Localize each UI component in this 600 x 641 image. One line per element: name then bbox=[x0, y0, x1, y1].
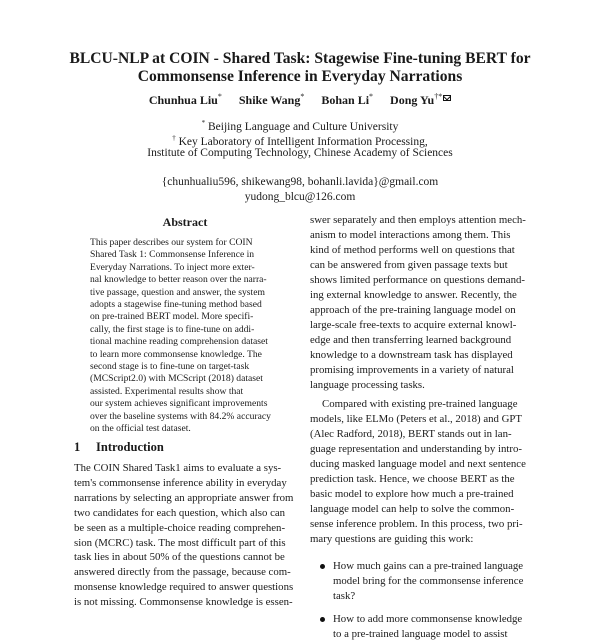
abstract-line: our system achieves significant improvements bbox=[90, 398, 268, 410]
body-line: edge and then transferring learned background bbox=[310, 334, 512, 346]
intro-line: narrations by selecting an appropriate answer from bbox=[74, 491, 294, 504]
body-line: ducing masked language model and next sentence bbox=[310, 458, 526, 470]
body-line: approach of the pre-training language model on bbox=[310, 304, 516, 316]
bullet-item-line: task? bbox=[333, 590, 356, 602]
bullet-item-line: How to add more commonsense knowledge bbox=[333, 613, 523, 625]
body-line: shows limited performance on questions demand- bbox=[310, 274, 525, 286]
body-line: kind of method performs well on questions that bbox=[310, 244, 515, 256]
bullet-icon bbox=[320, 564, 325, 569]
envelope-icon bbox=[443, 95, 451, 101]
body-line: can be answered from given passage texts but bbox=[310, 259, 508, 271]
section-heading-introduction bbox=[74, 440, 164, 455]
abstract-line: Everyday Narrations. To inject more exter- bbox=[90, 261, 255, 273]
abstract-line: to learn more commonsense knowledge. The bbox=[90, 348, 262, 360]
bullet-item-line: model bring for the commonsense inference bbox=[333, 575, 524, 587]
affiliation: † Key Laboratory of Intelligent Information Processing, bbox=[172, 134, 428, 148]
intro-line: be seen as a multiple-choice reading comprehen- bbox=[74, 521, 286, 534]
author-email: yudong_blcu@126.com bbox=[244, 191, 356, 203]
author: Shike Wang* bbox=[238, 92, 305, 107]
abstract-line: adopts a stagewise fine-tuning method based bbox=[90, 299, 262, 310]
body-line: swer separately and then employs attention mech- bbox=[310, 214, 526, 226]
body-line: language model can help to solve the common- bbox=[310, 503, 515, 515]
abstract-line: tional machine reading comprehension dataset bbox=[90, 336, 268, 348]
abstract-line: This paper describes our system for COIN bbox=[90, 237, 253, 248]
body-line: guage representation and understanding by intro- bbox=[310, 443, 522, 455]
intro-line: tem's commonsense inference ability in everyday bbox=[74, 476, 287, 489]
author: Chunhua Liu* bbox=[148, 92, 222, 107]
intro-line: sion (MCRC) task. The most difficult part of this bbox=[74, 536, 286, 549]
body-line: (Alec Radford, 2018), BERT stands out in lan- bbox=[310, 428, 512, 440]
paper-title-line-1: BLCU-NLP at COIN - Shared Task: Stagewise Fine-tuning BERT for bbox=[69, 50, 531, 67]
abstract-line: assisted. Experimental results show that bbox=[90, 385, 244, 397]
abstract-line: second stage is to fine-tune on target-task bbox=[90, 361, 250, 372]
section-title: Introduction bbox=[96, 440, 164, 454]
intro-line: The COIN Shared Task1 aims to evaluate a sys- bbox=[74, 462, 282, 474]
affiliation: Institute of Computing Technology, Chinese Academy of Sciences bbox=[147, 147, 453, 159]
body-line: knowledge to a downstream task has displayed bbox=[310, 349, 513, 361]
abstract-heading: Abstract bbox=[162, 215, 208, 229]
abstract-line: nal knowledge to better reason over the narra- bbox=[90, 274, 267, 286]
body-line: models, like ELMo (Peters et al., 2018) and GPT bbox=[310, 413, 522, 425]
abstract-line: Shared Task 1: Commonsense Inference in bbox=[90, 249, 255, 261]
abstract-line: over the baseline systems with 84.2% accuracy bbox=[90, 410, 271, 422]
paper-title-line-2: Commonsense Inference in Everyday Narrations bbox=[137, 68, 463, 85]
intro-line: two candidates for each question, which also can bbox=[74, 506, 286, 519]
author: Bohan Li* bbox=[321, 92, 374, 107]
body-line: basic model to explore how much a pre-trained bbox=[310, 488, 514, 500]
author-list bbox=[40, 89, 560, 108]
body-line: large-scale free-texts to acquire external knowl- bbox=[310, 319, 517, 331]
author: Dong Yu†* bbox=[390, 93, 451, 107]
bullet-item-line: How much gains can a pre-trained language bbox=[333, 560, 524, 572]
abstract-line: on pre-trained BERT model. More specifi- bbox=[90, 311, 254, 323]
bullet-icon bbox=[320, 617, 325, 622]
body-line: Compared with existing pre-trained language bbox=[322, 398, 518, 410]
abstract-line: cally, the first stage is to fine-tune on addi- bbox=[90, 323, 255, 335]
affiliation: * Beijing Language and Culture University bbox=[201, 119, 399, 133]
abstract-line: tive passage, question and answer, the system bbox=[90, 286, 265, 298]
bullet-item-line: to a pre-trained language model to assist bbox=[333, 628, 508, 640]
intro-line: monsense knowledge required to answer questions bbox=[74, 581, 294, 594]
intro-line: task lies in about 50% of the questions cannot be bbox=[74, 551, 285, 564]
abstract-line: on the official test dataset. bbox=[90, 423, 191, 434]
intro-line: is not missing. Commonsense knowledge is essen- bbox=[74, 596, 293, 609]
body-line: ing external knowledge to answer. Recently, the bbox=[310, 289, 517, 301]
body-line: sense inference problem. In this process, two pri- bbox=[310, 518, 523, 530]
body-line: anism to model interactions among them. This bbox=[310, 229, 511, 241]
section-number: 1 bbox=[74, 440, 81, 454]
body-line: mary questions are guiding this work: bbox=[310, 533, 474, 545]
abstract-line: (MCScript2.0) with MCScript (2018) dataset bbox=[90, 373, 263, 385]
author-email: {chunhualiu596, shikewang98, bohanli.lavida}@gmail.com bbox=[161, 176, 439, 188]
intro-line: answered directly from the passage, because com- bbox=[74, 566, 291, 579]
body-line: prediction task. Hence, we choose BERT as the bbox=[310, 473, 515, 485]
body-line: language processing tasks. bbox=[310, 379, 425, 391]
body-line: promising improvements in a variety of natural bbox=[310, 364, 514, 376]
